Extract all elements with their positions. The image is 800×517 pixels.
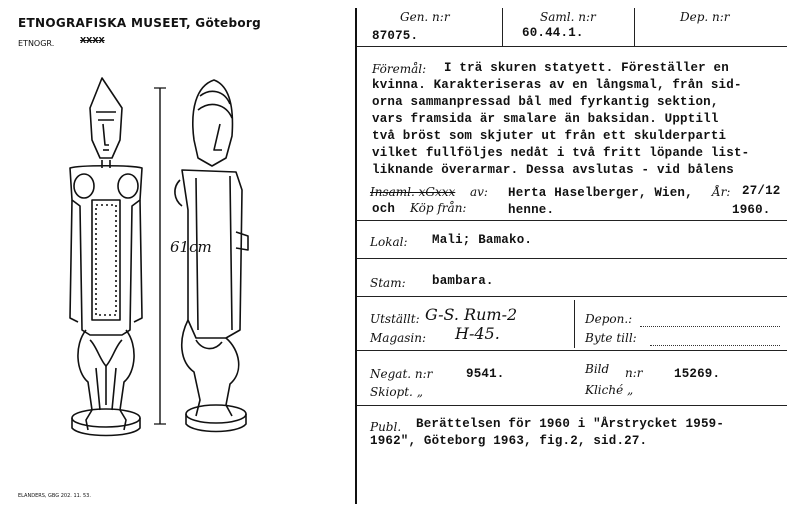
utstallt-value: G-S. Rum-2 — [425, 305, 518, 324]
byte-dots — [650, 345, 780, 346]
rule — [357, 220, 787, 221]
ar-date: 27/12 — [742, 184, 781, 198]
foremal-label: Föremål: — [372, 62, 427, 76]
card-divider — [355, 8, 357, 504]
gen-nr-value: 87075. — [372, 29, 419, 43]
publ-line-2: 1962", Göteborg 1963, fig.2, sid.27. — [370, 434, 648, 448]
bild-value: 15269. — [674, 367, 721, 381]
saml-nr-value: 60.44.1. — [522, 26, 584, 40]
collector-line-2: henne. — [508, 203, 555, 217]
bild-label: Bild — [585, 362, 610, 376]
kliche-label: Kliché „ — [585, 383, 634, 397]
col-divider — [634, 8, 635, 46]
rule — [357, 405, 787, 406]
gen-nr-label: Gen. n:r — [400, 10, 450, 24]
description-line-3: orna sammanpressad bål med fyrkantig sektion, — [372, 95, 719, 109]
saml-nr-label: Saml. n:r — [540, 10, 596, 24]
printer-imprint: ELANDERS, GBG 202. 11. 53. — [18, 493, 91, 499]
negat-label: Negat. n:r — [370, 367, 433, 381]
rule — [357, 46, 787, 47]
insaml-struck: Insaml. xGxxx — [370, 185, 456, 199]
lokal-label: Lokal: — [370, 235, 408, 249]
magasin-value: H-45. — [455, 324, 500, 343]
insaml-label — [370, 185, 455, 199]
stam-label: Stam: — [370, 276, 406, 290]
description-line-2: kvinna. Karakteriseras av en långsmal, från sid- — [372, 78, 742, 92]
description-line-7: liknande överarmar. Dessa avslutas - vid bålens — [372, 163, 734, 177]
byte-label: Byte till: — [585, 331, 637, 345]
depon-label: Depon.: — [585, 312, 633, 326]
etnogr-struck: XXXX — [80, 36, 105, 45]
rule — [357, 350, 787, 351]
ar-year: 1960. — [732, 203, 771, 217]
publ-line-1: Berättelsen för 1960 i "Årstrycket 1959- — [416, 417, 725, 431]
rule — [357, 258, 787, 259]
skiopt-label: Skiopt. „ — [370, 385, 423, 399]
rule — [357, 296, 787, 297]
col-divider — [574, 300, 575, 348]
description-line-6: vilket fullföljes nedåt i två fritt löpande list- — [372, 146, 750, 160]
publ-label: Publ. — [370, 420, 402, 434]
col-divider — [502, 8, 503, 46]
dep-nr-label: Dep. n:r — [680, 10, 730, 24]
bild-nr-label: n:r — [625, 366, 643, 380]
description-line-5: två bröst som skjuter ut från ett skulderparti — [372, 129, 727, 143]
ar-label: År: — [712, 185, 731, 199]
utstallt-label: Utställt: — [370, 312, 420, 326]
magasin-label: Magasin: — [370, 331, 427, 345]
etnogr-label: ETNOGR. — [18, 39, 55, 48]
kop-fran-label: Köp från: — [410, 201, 467, 215]
och-text: och — [372, 202, 396, 216]
lokal-value: Mali; Bamako. — [432, 233, 533, 247]
description-line-4: vars framsida är smalare än baksidan. Upptill — [372, 112, 719, 126]
negat-value: 9541. — [466, 367, 505, 381]
museum-name: ETNOGRAFISKA MUSEET, Göteborg — [18, 16, 262, 30]
stam-value: bambara. — [432, 274, 494, 288]
insaml-av-label: av: — [470, 185, 488, 199]
collector-line-1: Herta Haselberger, Wien, — [508, 186, 693, 200]
depon-dots — [640, 326, 780, 327]
description-line-1: I trä skuren statyett. Föreställer en — [444, 61, 729, 75]
measurement-label: 61cm — [170, 238, 212, 256]
statuette-drawing — [0, 0, 355, 517]
front-view-figure — [70, 78, 142, 436]
